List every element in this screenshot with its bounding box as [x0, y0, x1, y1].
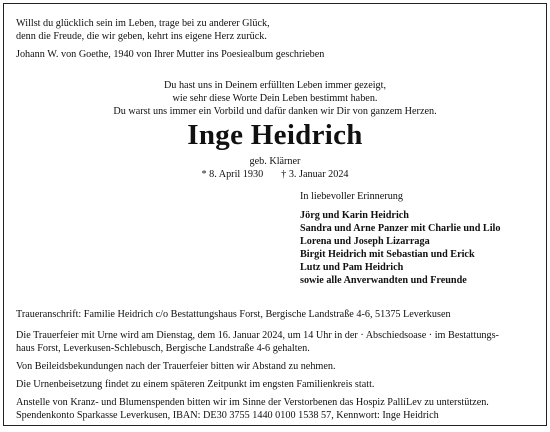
- verse-line: Du warst uns immer ein Vorbild und dafür danken wir Dir von ganzem Herzen.: [113, 106, 437, 117]
- life-dates: [4, 168, 546, 181]
- funeral-details: [16, 329, 536, 427]
- ceremony-line: haus Forst, Leverkusen-Schlebusch, Bergische Landstraße 4-6 gehalten.: [16, 343, 310, 354]
- death-date: † 3. Januar 2024: [281, 169, 349, 180]
- obituary-notice: [3, 3, 547, 426]
- quote-line: denn die Freude, die wir geben, kehrt ins eigene Herz zurück.: [16, 31, 267, 42]
- interment-line: Die Urnenbeisetzung findet zu einem späteren Zeitpunkt im engsten Familienkreis statt.: [16, 379, 375, 390]
- donation-line: Anstelle von Kranz- und Blumenspenden bitten wir im Sinne der Verstorbenen das Hospiz PalliLev zu unterstützen.: [16, 397, 489, 408]
- mourner-name: sowie alle Anverwandten und Freunde: [300, 275, 467, 286]
- ceremony-line: Die Trauerfeier mit Urne wird am Dienstag, dem 16. Januar 2024, um 14 Uhr in der · Abschiedsoase · im Bestattungs-: [16, 330, 499, 341]
- condolence-line: Von Beileidsbekundungen nach der Trauerfeier bitten wir Abstand zu nehmen.: [16, 361, 336, 372]
- condolence-paragraph: [16, 360, 536, 373]
- birth-name: geb. Klärner: [249, 156, 301, 167]
- mourners-list: [300, 209, 500, 287]
- ceremony-paragraph: [16, 329, 536, 355]
- goethe-quote: [16, 17, 270, 43]
- mourning-address: Traueranschrift: Familie Heidrich c/o Bestattungshaus Forst, Bergische Landstraße 4-6, 51375 Leverkusen: [16, 309, 451, 320]
- dedication-verse: [4, 79, 546, 118]
- verse-line: Du hast uns in Deinem erfüllten Leben immer gezeigt,: [163, 80, 387, 91]
- donation-line: Spendenkonto Sparkasse Leverkusen, IBAN: DE30 3755 1440 0100 1538 57, Kennwort: Inge Heidrich: [16, 410, 439, 421]
- interment-paragraph: [16, 378, 536, 391]
- quote-line: Willst du glücklich sein im Leben, trage bei zu anderer Glück,: [16, 18, 270, 29]
- quote-source: Johann W. von Goethe, 1940 von Ihrer Mutter ins Poesiealbum geschrieben: [16, 49, 325, 60]
- mourner-name: Lutz und Pam Heidrich: [300, 262, 404, 273]
- mourner-name: Jörg und Karin Heidrich: [300, 210, 409, 221]
- verse-line: wie sehr diese Worte Dein Leben bestimmt haben.: [172, 93, 378, 104]
- mourner-name: Birgit Heidrich mit Sebastian und Erick: [300, 249, 475, 260]
- birth-date: * 8. April 1930: [201, 169, 264, 180]
- mourner-name: Sandra und Arne Panzer mit Charlie und Lilo: [300, 223, 501, 234]
- deceased-name: Inge Heidrich: [187, 119, 363, 151]
- memory-line: In liebevoller Erinnerung: [300, 191, 403, 202]
- donation-paragraph: [16, 396, 536, 422]
- mourner-name: Lorena und Joseph Lizarraga: [300, 236, 430, 247]
